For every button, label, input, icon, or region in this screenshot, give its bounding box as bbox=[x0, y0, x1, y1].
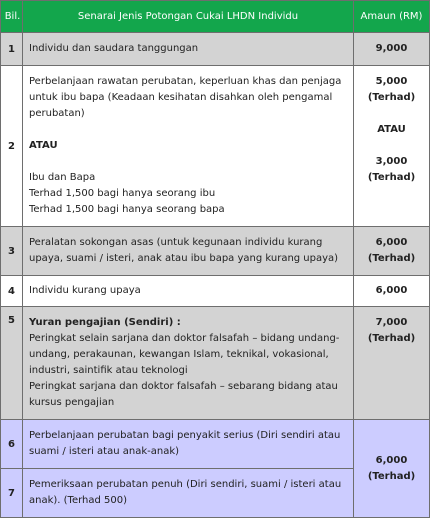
table-row bbox=[1, 307, 430, 420]
row-number: 7 bbox=[1, 469, 23, 518]
row-description: Perbelanjaan perubatan bagi penyakit serius (Diri sendiri atau suami / isteri atau anak-anak) bbox=[23, 420, 354, 469]
row-description: Pemeriksaan perubatan penuh (Diri sendiri, suami / isteri atau anak). (Terhad 500) bbox=[23, 469, 354, 518]
amount-value: 5,000 bbox=[375, 76, 408, 87]
amount-limit: (Terhad) bbox=[367, 470, 416, 482]
table-row bbox=[1, 276, 430, 307]
row-description-part: Perbelanjaan rawatan perubatan, keperluan khas dan penjaga untuk ibu bapa (Keadaan kesihatan disahkan oleh pengamal perubatan) bbox=[29, 76, 342, 119]
row-number: 5 bbox=[1, 307, 23, 420]
header-bil: Bil. bbox=[1, 1, 23, 33]
amount-atau: ATAU bbox=[377, 124, 406, 135]
row-number: 2 bbox=[1, 66, 23, 227]
row-number: 6 bbox=[1, 420, 23, 469]
row-description bbox=[23, 307, 354, 420]
table-row bbox=[1, 66, 430, 227]
header-jenis: Senarai Jenis Potongan Cukai LHDN Individu bbox=[23, 1, 354, 33]
table-row bbox=[1, 420, 430, 469]
row-description-part: Peringkat sarjana dan doktor falsafah – sebarang bidang atau kursus pengajian bbox=[29, 381, 338, 408]
row-amount bbox=[354, 66, 430, 227]
amount-limit: (Terhad) bbox=[367, 92, 416, 103]
row-number: 3 bbox=[1, 227, 23, 276]
table-header-row bbox=[1, 1, 430, 33]
amount-limit: (Terhad) bbox=[367, 333, 416, 344]
row-amount: 6,000 bbox=[354, 276, 430, 307]
row-description-atau: ATAU bbox=[29, 140, 58, 151]
row-description bbox=[23, 66, 354, 227]
amount-value: 6,000 bbox=[375, 237, 408, 248]
row-description-part: Peringkat selain sarjana dan doktor falsafah – bidang undang-undang, perakaunan, kewangan Islam, teknikal, vokasional, industri, saintifik atau teknologi bbox=[29, 333, 340, 376]
row-number: 1 bbox=[1, 33, 23, 66]
row-description-part: Ibu dan Bapa bbox=[29, 172, 96, 183]
amount-value: 7,000 bbox=[375, 317, 408, 328]
amount-limit: (Terhad) bbox=[367, 253, 416, 264]
row-description: Individu dan saudara tanggungan bbox=[23, 33, 354, 66]
header-amaun: Amaun (RM) bbox=[354, 1, 430, 33]
row-description-part: Terhad 1,500 bagi hanya seorang bapa bbox=[29, 204, 225, 215]
table-row bbox=[1, 33, 430, 66]
row-description-title: Yuran pengajian (Sendiri) : bbox=[29, 317, 181, 328]
table-row bbox=[1, 227, 430, 276]
row-amount bbox=[354, 227, 430, 276]
amount-value: 6,000 bbox=[375, 454, 408, 466]
row-number: 4 bbox=[1, 276, 23, 307]
shared-amount bbox=[354, 420, 430, 518]
row-amount: 9,000 bbox=[354, 33, 430, 66]
row-amount bbox=[354, 307, 430, 420]
row-description: Individu kurang upaya bbox=[23, 276, 354, 307]
amount-value: 3,000 bbox=[375, 156, 408, 167]
amount-limit: (Terhad) bbox=[367, 172, 416, 183]
row-description-part: Terhad 1,500 bagi hanya seorang ibu bbox=[29, 188, 216, 199]
row-description: Peralatan sokongan asas (untuk kegunaan individu kurang upaya, suami / isteri, anak atau ibu bapa yang kurang upaya) bbox=[23, 227, 354, 276]
